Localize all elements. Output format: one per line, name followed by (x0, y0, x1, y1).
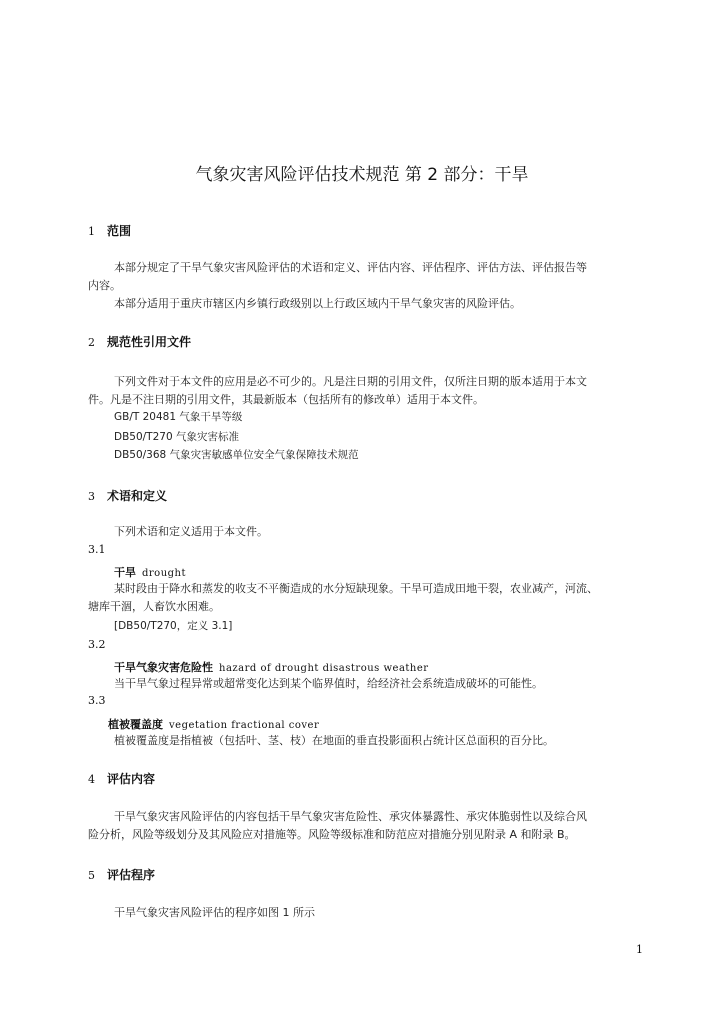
section-number: 1 (88, 225, 95, 238)
term-source: [DB50/T270，定义 3.1] (114, 620, 233, 632)
term-english: vegetation fractional cover (169, 720, 320, 731)
content-paragraph-line-1: 干旱气象灾害风险评估的内容包括干旱气象灾害危险性、承灾体暴露性、承灾体脆弱性以及综合风 (114, 810, 587, 823)
term-name: 植被覆盖度 (108, 718, 163, 731)
normative-reference: GB/T 20481 气象干旱等级 (114, 411, 243, 423)
section-1-heading (88, 222, 131, 239)
term-entry (108, 713, 319, 732)
scope-paragraph-1-line-1: 本部分规定了干旱气象灾害风险评估的术语和定义、评估内容、评估程序、评估方法、评估报告等 (114, 261, 587, 274)
page-number: 1 (636, 943, 643, 956)
section-title: 评估程序 (107, 868, 156, 882)
section-number: 5 (88, 869, 95, 882)
section-number: 3 (88, 490, 95, 503)
section-number: 4 (88, 773, 95, 786)
term-definition-line-1: 植被覆盖度是指植被（包括叶、茎、枝）在地面的垂直投影面积占统计区总面积的百分比。 (114, 734, 554, 747)
scope-paragraph-1-line-2: 内容。 (88, 279, 121, 292)
section-4-heading (88, 770, 155, 787)
section-number: 2 (88, 336, 95, 349)
normative-reference: DB50/T270 气象灾害标准 (114, 431, 239, 443)
document-title: 气象灾害风险评估技术规范 第 2 部分：干旱 (195, 165, 529, 185)
term-number: 3.1 (88, 543, 106, 556)
section-5-heading (88, 866, 155, 883)
term-definition-line-2: 塘库干涸，人畜饮水困难。 (88, 600, 220, 613)
term-definition-line-1: 当干旱气象过程异常或超常变化达到某个临界值时，给经济社会系统造成破坏的可能性。 (114, 677, 543, 690)
section-title: 规范性引用文件 (107, 335, 192, 349)
section-title: 术语和定义 (107, 489, 168, 503)
term-entry (114, 656, 429, 675)
term-english: drought (142, 568, 187, 579)
term-definition-line-1: 某时段由于降水和蒸发的收支不平衡造成的水分短缺现象。干旱可造成田地干裂，农业减产，河流、 (114, 582, 598, 595)
term-name: 干旱 (114, 566, 136, 579)
term-name: 干旱气象灾害危险性 (114, 661, 213, 674)
scope-paragraph-2: 本部分适用于重庆市辖区内乡镇行政级别以上行政区域内干旱气象灾害的风险评估。 (114, 297, 521, 310)
content-paragraph-line-2: 险分析，风险等级划分及其风险应对措施等。风险等级标准和防范应对措施分别见附录 A 和附录 B。 (88, 828, 576, 841)
normative-paragraph-line-2: 件。凡是不注日期的引用文件，其最新版本（包括所有的修改单）适用于本文件。 (88, 393, 484, 406)
term-number: 3.2 (88, 638, 106, 651)
normative-paragraph-line-1: 下列文件对于本文件的应用是必不可少的。凡是注日期的引用文件，仅所注日期的版本适用于本文 (114, 375, 587, 388)
section-3-heading (88, 487, 167, 504)
section-title: 评估内容 (107, 772, 156, 786)
normative-reference: DB50/368 气象灾害敏感单位安全气象保障技术规范 (114, 449, 359, 461)
terms-intro: 下列术语和定义适用于本文件。 (114, 525, 268, 538)
term-english: hazard of drought disastrous weather (219, 663, 429, 674)
term-entry (114, 561, 186, 580)
section-2-heading (88, 333, 191, 350)
procedure-paragraph: 干旱气象灾害风险评估的程序如图 1 所示 (114, 906, 315, 919)
section-title: 范围 (107, 224, 132, 238)
term-number: 3.3 (88, 694, 106, 707)
